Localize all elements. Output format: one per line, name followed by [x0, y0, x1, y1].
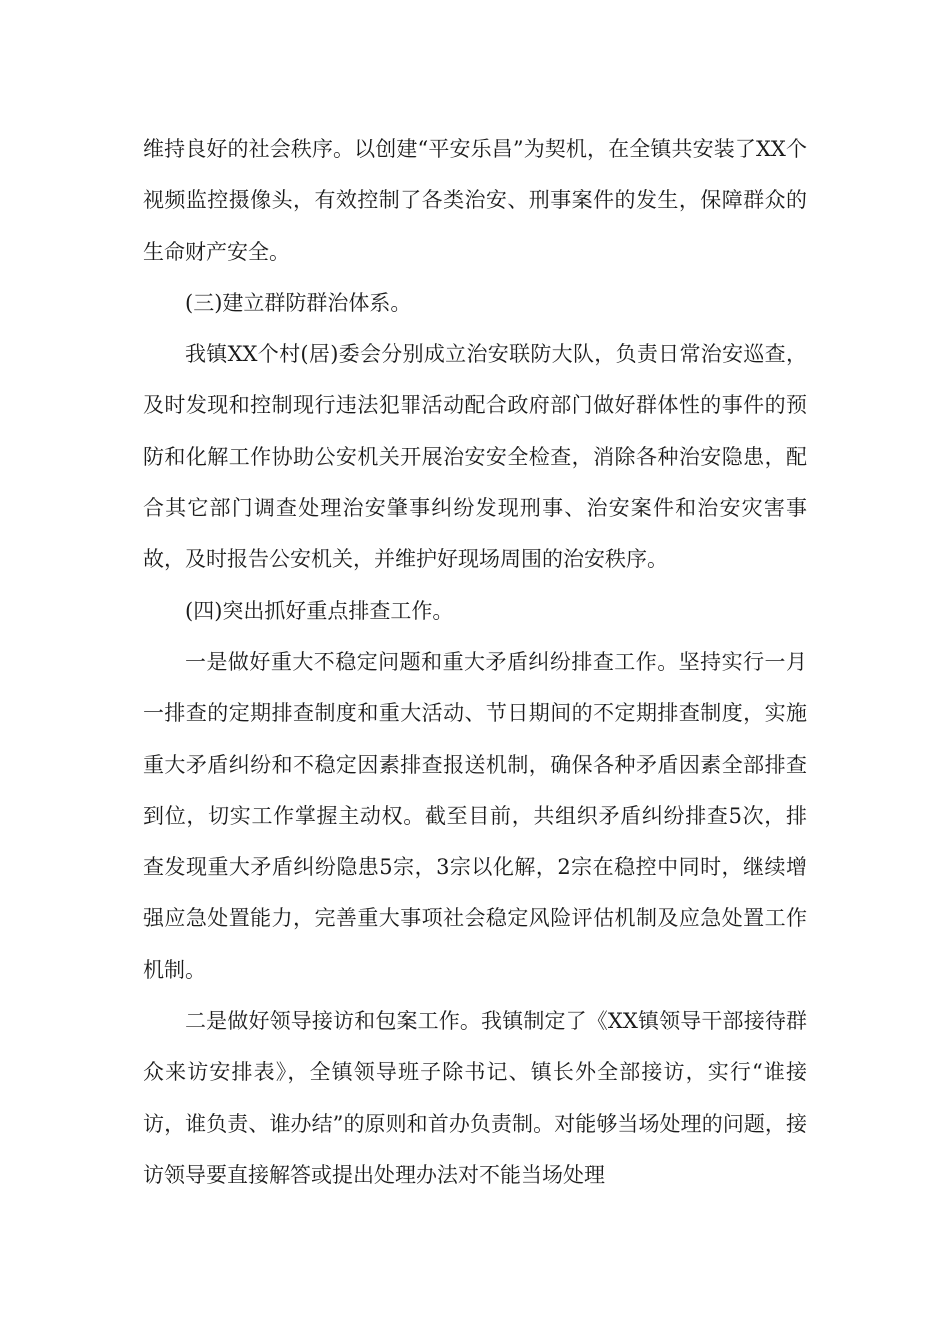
heading-section-four: (四)突出抓好重点排查工作。 — [185, 598, 454, 623]
paragraph-dispute-screening: 一是做好重大不稳定问题和重大矛盾纠纷排查工作。坚持实行一月一排查的定期排查制度和重大活动、节日期间的不定期排查制度，实施重大矛盾纠纷和不稳定因素排查报送机制，确保各种矛盾因素全部排查到位，切实工作掌握主动权。截至目前，共组织矛盾纠纷排查5次，排查发现重大矛盾纠纷隐患5宗，3宗以化解，2宗在稳控中同时，继续增强应急处置能力，完善重大事项社会稳定风险评估机制及应急处置工作机制。 — [143, 649, 807, 982]
document-body — [143, 124, 807, 1201]
paragraph-joint-defense: 我镇XX个村(居)委会分别成立治安联防大队，负责日常治安巡查，及时发现和控制现行违法犯罪活动配合政府部门做好群体性的事件的预防和化解工作协助公安机关开展治安安全检查，消除各种治安隐患，配合其它部门调查处理治安肇事纠纷发现刑事、治安案件和治安灾害事故，及时报告公安机关，并维护好现场周围的治安秩序。 — [143, 342, 807, 572]
paragraph-leader-visits: 二是做好领导接访和包案工作。我镇制定了《XX镇领导干部接待群众来访安排表》，全镇领导班子除书记、镇长外全部接访，实行“谁接访，谁负责、谁办结”的原则和首办负责制。对能够当场处理的问题，接访领导要直接解答或提出处理办法对不能当场处理 — [143, 1009, 807, 1187]
paragraph-social-order: 维持良好的社会秩序。以创建“平安乐昌”为契机，在全镇共安装了XX个视频监控摄像头，有效控制了各类治安、刑事案件的发生，保障群众的生命财产安全。 — [143, 137, 807, 264]
heading-section-three: (三)建立群防群治体系。 — [185, 290, 412, 315]
